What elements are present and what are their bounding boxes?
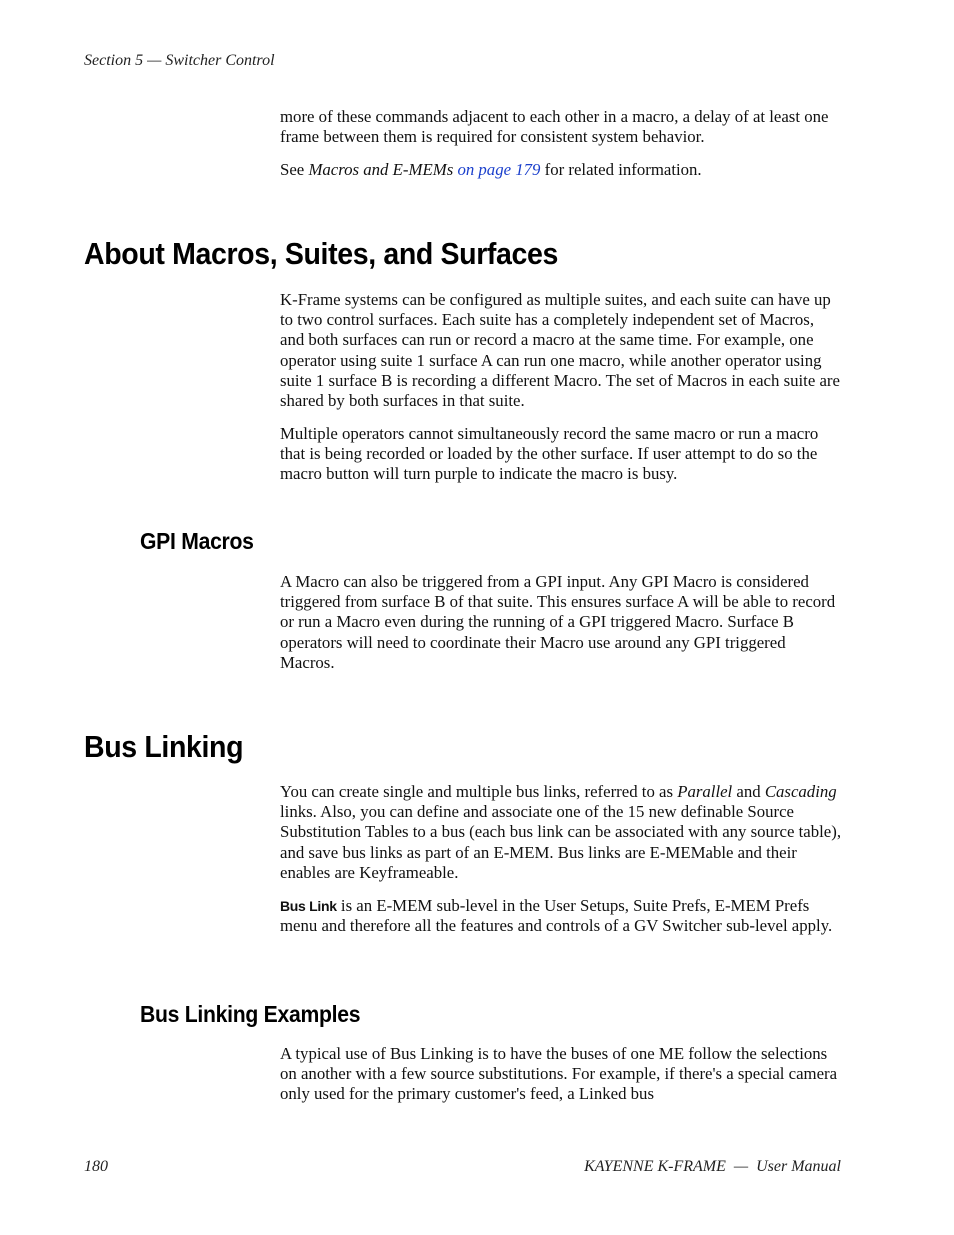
heading-bus-linking-examples: Bus Linking Examples xyxy=(140,1001,361,1027)
see-suffix: for related information. xyxy=(540,160,702,179)
see-prefix: See xyxy=(280,160,309,179)
about-paragraph-2: Multiple operators cannot simultaneously record the same macro or run a macro that is being recorded or loaded by the other surface. If user attempt to do so the macro button will turn purple to indicate the macro is busy. xyxy=(280,424,819,484)
gpi-paragraph: A Macro can also be triggered from a GPI input. Any GPI Macro is considered triggered from surface B of that suite. This ensures surface A will be able to record or run a Macro even during the running of a GPI triggered Macro. Surface B operators will need to coordinate their Macro use around any GPI triggered Macros. xyxy=(280,572,836,672)
see-also-paragraph xyxy=(280,160,842,180)
page-number: 180 xyxy=(84,1158,108,1175)
heading-gpi-macros: GPI Macros xyxy=(140,528,254,554)
page-reference-link[interactable]: on page 179 xyxy=(457,160,541,179)
about-paragraph-1: K-Frame systems can be configured as multiple suites, and each suite can have up to two control surfaces. Each suite has a completely independent set of Macros, and both surfaces can run or record a macro at the same time. For example, one operator using suite 1 surface A can run one macro, while another operator using suite 1 surface B is recording a different Macro. The set of Macros in each suite are shared by both surfaces in that suite. xyxy=(280,290,840,411)
term-cascading: Cascading xyxy=(764,782,837,801)
bus-linking-paragraph-2 xyxy=(280,896,842,936)
running-header: Section 5 — Switcher Control xyxy=(84,52,275,69)
bus-p1-end: links. Also, you can define and associate one of the 15 new definable Source Substitution Tables to a bus (each bus link can be associated with any source table), and save bus links as part of an E-MEM. Bus links are E-MEMable and their enables are Keyframeable. xyxy=(280,802,842,882)
examples-paragraph: A typical use of Bus Linking is to have the buses of one ME follow the selections on another with a few source substitutions. For example, if there's a special camera only used for the primary customer's feed, a Linked bus xyxy=(280,1044,838,1104)
bus-p2-rest: is an E-MEM sub-level in the User Setups, Suite Prefs, E-MEM Prefs menu and therefore all the features and controls of a GV Switcher sub-level apply. xyxy=(280,896,833,936)
intro-paragraph: more of these commands adjacent to each other in a macro, a delay of at least one frame between them is required for consistent system behavior. xyxy=(280,107,829,147)
bus-linking-paragraph-1 xyxy=(280,782,842,883)
term-parallel: Parallel xyxy=(677,782,733,801)
heading-bus-linking: Bus Linking xyxy=(84,729,244,764)
term-bus-link: Bus Link xyxy=(280,898,337,914)
running-footer: KAYENNE K-FRAME — User Manual xyxy=(584,1158,841,1175)
bus-p1-start: You can create single and multiple bus links, referred to as xyxy=(280,782,678,801)
bus-p1-and: and xyxy=(732,782,765,801)
heading-about-macros: About Macros, Suites, and Surfaces xyxy=(84,236,559,271)
cross-reference-title: Macros and E-MEMs xyxy=(308,160,454,179)
